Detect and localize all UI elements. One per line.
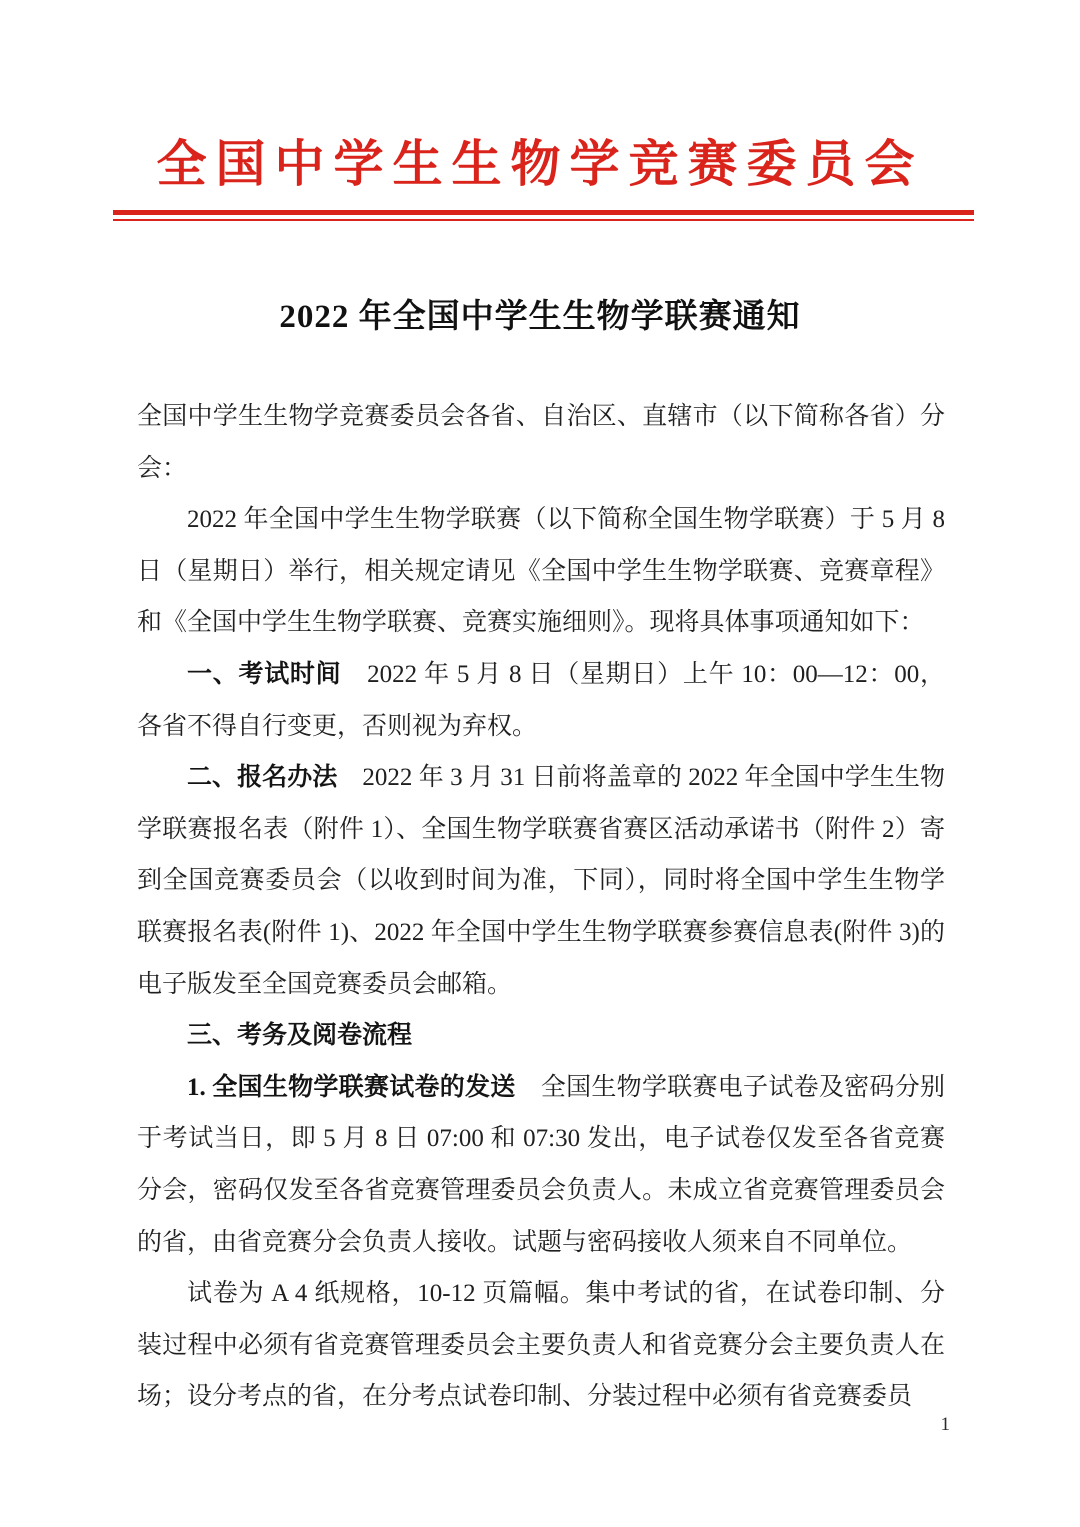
divider-thick-line [113, 210, 974, 215]
header-divider [113, 210, 974, 221]
paragraph-text: 2022 年 3 月 31 日前将盖章的 2022 年全国中学生生物学联赛报名表（附件 1）、全国生物学联赛省赛区活动承诺书（附件 2）寄到全国竞赛委员会（以收到时间为准，下同），同时将全国中学生生物学联赛报名表(附件 1)、2022 年全国中学生生物学联赛参赛信息表(附件 3)的电子版发至全国竞赛委员会邮箱。 [137, 764, 945, 998]
notice-title: 2022 年全国中学生生物学联赛通知 [279, 299, 801, 335]
paragraph [137, 752, 945, 1010]
paragraph-text: 全国中学生生物学竞赛委员会各省、自治区、直辖市（以下简称各省）分会： [137, 403, 945, 482]
paragraph-text: 2022 年全国中学生生物学联赛（以下简称全国生物学联赛）于 5 月 8 日（星期日）举行，相关规定请见《全国中学生生物学联赛、竞赛章程》和《全国中学生生物学联赛、竞赛实施细则》。现将具体事项通知如下： [137, 506, 945, 637]
page-number: 1 [940, 1414, 950, 1435]
section-heading: 一、考试时间 [187, 660, 342, 688]
paragraph [137, 391, 945, 494]
paragraph [137, 1010, 945, 1062]
document-body [137, 391, 945, 1423]
paragraph [137, 1268, 945, 1423]
org-title: 全国中学生生物学竞赛委员会 [156, 136, 924, 192]
paragraph-text: 试卷为 A 4 纸规格，10-12 页篇幅。集中考试的省，在试卷印制、分装过程中必须有省竞赛管理委员会主要负责人和省竞赛分会主要负责人在场；设分考点的省，在分考点试卷印制、分装过程中必须有省竞赛委员 [137, 1280, 945, 1411]
paragraph-text: 全国生物学联赛电子试卷及密码分别于考试当日，即 5 月 8 日 07:00 和 07:30 发出，电子试卷仅发至各省竞赛分会，密码仅发至各省竞赛管理委员会负责人。未成立省竞赛管理委员会的省，由省竞赛分会负责人接收。试题与密码接收人须来自不同单位。 [137, 1073, 945, 1256]
section-heading: 1. 全国生物学联赛试卷的发送 [187, 1073, 516, 1101]
section-heading: 二、报名办法 [187, 764, 338, 792]
section-heading: 三、考务及阅卷流程 [187, 1022, 413, 1050]
document-header [0, 0, 1080, 221]
paragraph [137, 1062, 945, 1268]
paragraph-text: 2022 年 5 月 8 日（星期日）上午 10：00—12：00，各省不得自行变更，否则视为弃权。 [137, 660, 945, 740]
paragraph [137, 649, 945, 752]
divider-thin-line [113, 219, 974, 221]
paragraph [137, 494, 945, 649]
